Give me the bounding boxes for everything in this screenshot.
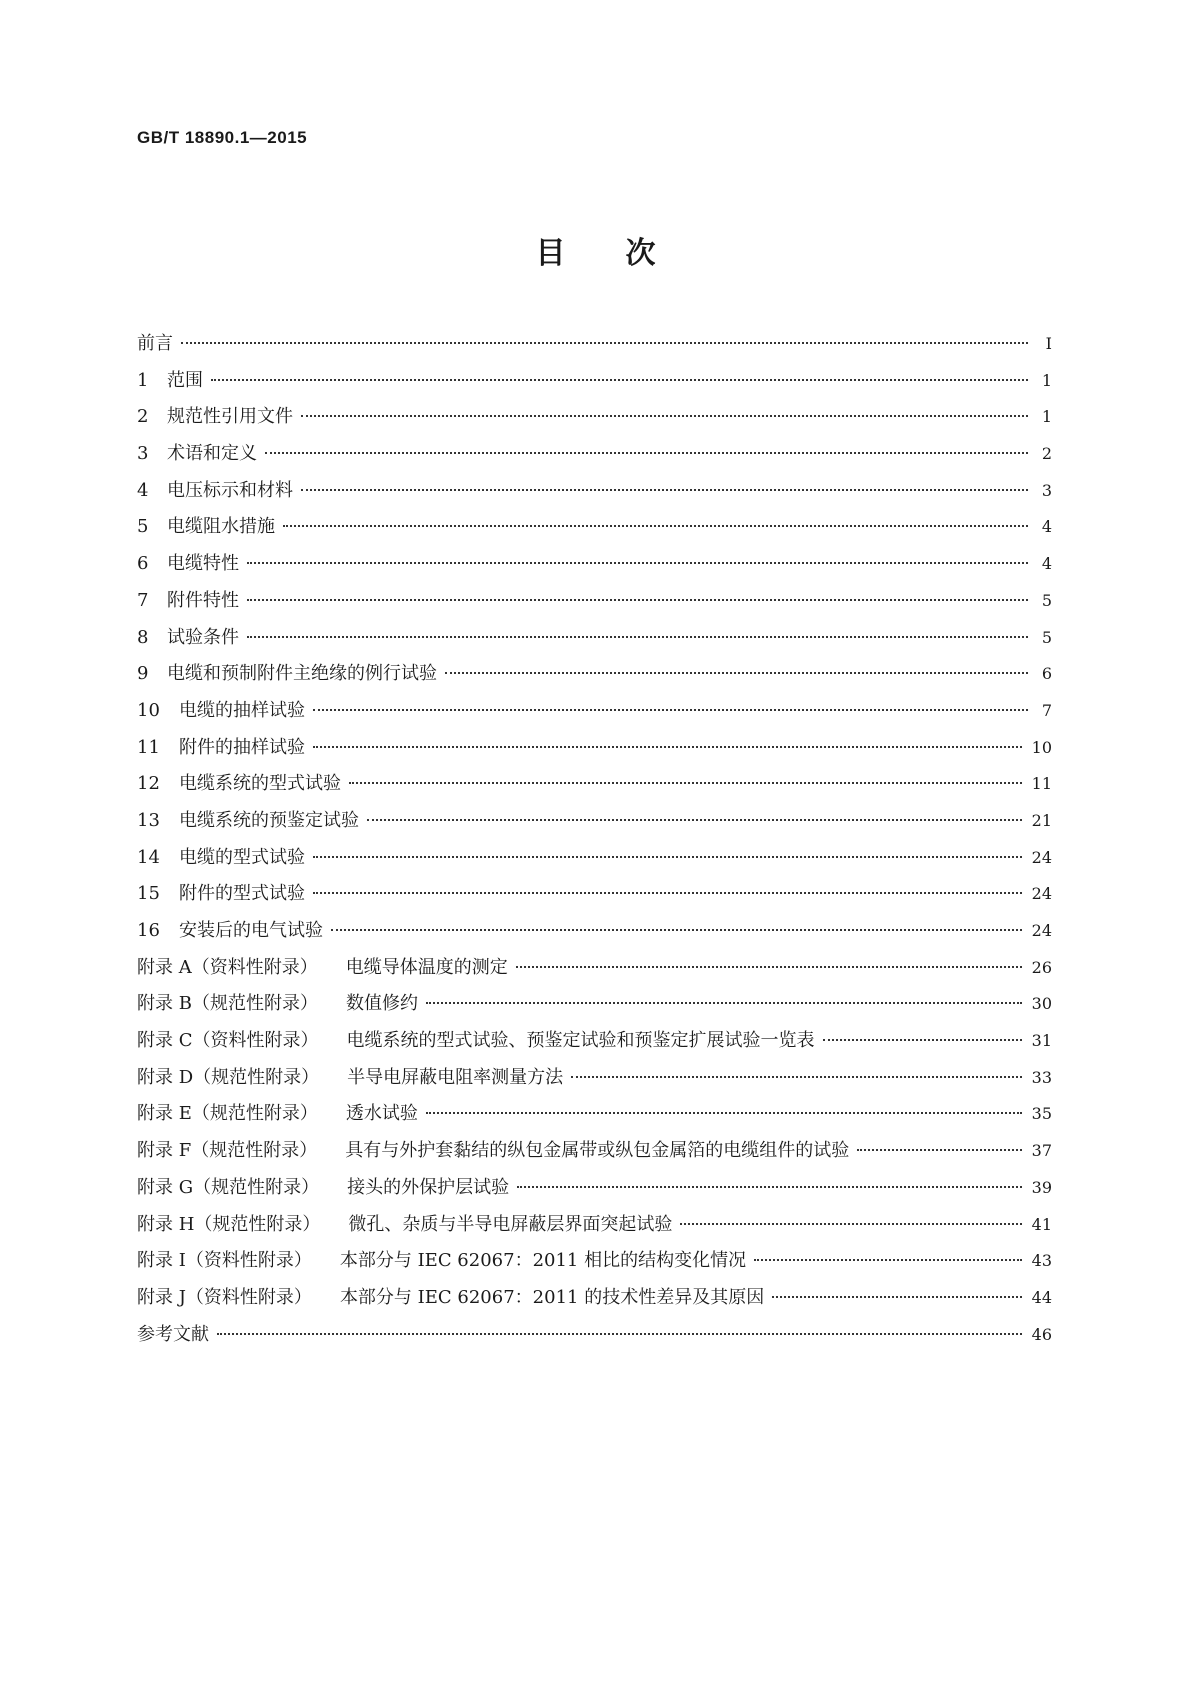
toc-entry-number: 16 <box>137 920 160 941</box>
toc-entry-number: 3 <box>137 443 149 465</box>
toc-entry[interactable] <box>137 693 1052 730</box>
toc-entry-page: 46 <box>1031 1324 1052 1344</box>
toc-entry[interactable] <box>137 1280 1052 1317</box>
toc-entry[interactable] <box>137 730 1052 767</box>
toc-entry-page: 1 <box>1041 370 1052 390</box>
toc-entry[interactable] <box>137 583 1052 620</box>
toc-leader-dots <box>426 1002 1022 1004</box>
toc-leader-dots <box>181 342 1028 344</box>
toc-entry-title: 接头的外保护层试验 <box>347 1176 510 1198</box>
toc-entry-title: 电缆特性 <box>167 553 239 575</box>
toc-entry[interactable] <box>137 399 1052 436</box>
toc-leader-dots <box>367 819 1022 821</box>
toc-entry-page: 7 <box>1041 700 1052 720</box>
toc-entry-appendix-label: 附录 J（资料性附录） <box>137 1286 312 1308</box>
toc-leader-dots <box>331 929 1022 931</box>
toc-entry-title: 微孔、杂质与半导电屏蔽层界面突起试验 <box>348 1213 673 1235</box>
toc-entry-number: 14 <box>137 846 160 868</box>
toc-entry-title: 附件的型式试验 <box>179 883 305 905</box>
toc-entry[interactable] <box>137 1170 1052 1207</box>
toc-entry-appendix-label: 附录 C（资料性附录） <box>137 1030 319 1052</box>
toc-leader-dots <box>313 746 1022 748</box>
page-title: 目次 <box>535 236 716 271</box>
toc-entry-number: 4 <box>137 479 149 501</box>
toc-entry-number: 7 <box>137 589 149 611</box>
toc-entry-title: 电缆和预制附件主绝缘的例行试验 <box>167 663 437 685</box>
toc-entry-title: 规范性引用文件 <box>167 406 293 428</box>
toc-entry[interactable] <box>137 620 1052 657</box>
toc-entry-title: 电缆的抽样试验 <box>179 699 305 721</box>
toc-entry-appendix-label: 附录 E（规范性附录） <box>137 1103 318 1125</box>
toc-entry-number: 8 <box>137 626 149 648</box>
toc-entry-title: 术语和定义 <box>167 443 257 465</box>
toc-entry[interactable] <box>137 656 1052 693</box>
toc-leader-dots <box>265 452 1028 454</box>
toc-entry-title: 前言 <box>137 333 173 354</box>
toc-leader-dots <box>313 709 1028 711</box>
toc-entry[interactable] <box>137 1317 1052 1354</box>
standard-code: GB/T 18890.1—2015 <box>137 128 308 147</box>
toc-entry-title: 参考文献 <box>137 1323 209 1345</box>
toc-entry[interactable] <box>137 1096 1052 1133</box>
toc-entry[interactable] <box>137 803 1052 840</box>
toc-leader-dots <box>517 1186 1022 1188</box>
toc-entry-number: 15 <box>137 883 160 905</box>
toc-leader-dots <box>680 1223 1021 1225</box>
toc-entry-appendix-label: 附录 A（资料性附录） <box>137 956 318 978</box>
toc-leader-dots <box>301 489 1028 491</box>
toc-entry-page: 24 <box>1031 884 1052 904</box>
toc-leader-dots <box>571 1076 1021 1078</box>
toc-entry-page: 37 <box>1031 1141 1052 1161</box>
toc-entry-appendix-label: 附录 F（规范性附录） <box>137 1140 318 1162</box>
toc-leader-dots <box>426 1112 1022 1114</box>
toc-entry-page: 31 <box>1031 1031 1052 1051</box>
toc-entry-appendix-label: 附录 B（规范性附录） <box>137 993 318 1015</box>
toc-entry-appendix-label: 附录 D（规范性附录） <box>137 1066 320 1088</box>
toc-entry[interactable] <box>137 840 1052 877</box>
toc-entry-title: 范围 <box>167 369 203 391</box>
toc-entry-title: 数值修约 <box>345 993 418 1015</box>
toc-entry-number: 11 <box>137 736 160 758</box>
toc-entry-number: 2 <box>137 406 149 428</box>
table-of-contents <box>137 326 1052 1353</box>
toc-entry-title: 本部分与 IEC 62067：2011 相比的结构变化情况 <box>339 1250 747 1272</box>
toc-entry-title: 电缆系统的型式试验、预鉴定试验和预鉴定扩展试验一览表 <box>346 1030 815 1052</box>
toc-entry[interactable] <box>137 326 1052 363</box>
toc-entry-number: 10 <box>137 699 160 721</box>
toc-entry-page: 10 <box>1031 737 1052 757</box>
toc-entry-title: 电缆系统的型式试验 <box>179 773 341 795</box>
toc-entry-title: 电缆阻水措施 <box>167 516 275 538</box>
toc-leader-dots <box>217 1333 1022 1335</box>
toc-entry-number: 9 <box>137 663 149 685</box>
toc-entry-title: 安装后的电气试验 <box>179 920 323 941</box>
toc-entry[interactable] <box>137 363 1052 400</box>
toc-entry-page: 2 <box>1041 444 1052 464</box>
toc-entry[interactable] <box>137 766 1052 803</box>
toc-entry-number: 6 <box>137 553 149 575</box>
toc-entry-page: 5 <box>1041 590 1052 610</box>
toc-entry[interactable] <box>137 1060 1052 1097</box>
toc-entry[interactable] <box>137 876 1052 913</box>
toc-leader-dots <box>301 415 1028 417</box>
toc-entry-appendix-label: 附录 G（规范性附录） <box>137 1176 320 1198</box>
toc-entry[interactable] <box>137 1207 1052 1244</box>
toc-entry-page: 1 <box>1041 407 1052 427</box>
toc-leader-dots <box>283 525 1028 527</box>
toc-entry-page: 6 <box>1041 664 1052 684</box>
toc-entry-page: Ⅰ <box>1045 334 1052 353</box>
toc-entry-number: 5 <box>137 516 149 538</box>
toc-leader-dots <box>349 782 1022 784</box>
toc-leader-dots <box>754 1259 1022 1261</box>
toc-entry-page: 30 <box>1031 994 1052 1014</box>
toc-entry-title: 电压标示和材料 <box>167 479 293 501</box>
toc-entry-title: 电缆系统的预鉴定试验 <box>179 809 359 831</box>
toc-entry[interactable] <box>137 436 1052 473</box>
toc-leader-dots <box>516 966 1022 968</box>
toc-entry-page: 41 <box>1031 1214 1052 1234</box>
toc-entry[interactable] <box>137 1243 1052 1280</box>
toc-entry[interactable] <box>137 913 1052 950</box>
toc-entry-page: 11 <box>1031 774 1052 794</box>
toc-entry-page: 4 <box>1041 554 1052 574</box>
toc-entry[interactable] <box>137 473 1052 510</box>
toc-entry-page: 44 <box>1031 1287 1052 1307</box>
toc-leader-dots <box>247 599 1028 601</box>
toc-entry-title: 试验条件 <box>167 626 239 648</box>
toc-entry[interactable] <box>137 1133 1052 1170</box>
toc-entry-title: 电缆导体温度的测定 <box>345 956 508 978</box>
toc-entry-page: 26 <box>1031 957 1052 977</box>
toc-entry-page: 24 <box>1031 847 1052 867</box>
toc-entry-page: 39 <box>1031 1177 1052 1197</box>
toc-entry-title: 半导电屏蔽电阻率测量方法 <box>347 1066 564 1088</box>
toc-entry-title: 附件的抽样试验 <box>179 736 305 758</box>
toc-entry[interactable] <box>137 1023 1052 1060</box>
toc-leader-dots <box>247 636 1028 638</box>
toc-entry-page: 4 <box>1041 517 1052 537</box>
toc-entry-page: 3 <box>1041 480 1052 500</box>
toc-entry-number: 13 <box>137 809 160 831</box>
toc-entry-title: 本部分与 IEC 62067：2011 的技术性差异及其原因 <box>339 1286 765 1308</box>
toc-entry-appendix-label: 附录 H（规范性附录） <box>137 1213 321 1235</box>
toc-entry[interactable] <box>137 950 1052 987</box>
toc-entry-page: 43 <box>1031 1251 1052 1271</box>
toc-entry-title: 具有与外护套黏结的纵包金属带或纵包金属箔的电缆组件的试验 <box>345 1140 850 1162</box>
toc-entry-appendix-label: 附录 I（资料性附录） <box>137 1250 312 1272</box>
toc-entry-page: 24 <box>1031 921 1052 940</box>
toc-leader-dots <box>772 1296 1021 1298</box>
toc-entry-number: 12 <box>137 773 160 795</box>
toc-entry-page: 33 <box>1031 1067 1052 1087</box>
toc-entry-page: 21 <box>1031 810 1052 830</box>
toc-entry-title: 电缆的型式试验 <box>179 846 305 868</box>
toc-entry-title: 附件特性 <box>167 589 239 611</box>
toc-leader-dots <box>313 856 1022 858</box>
toc-entry-title: 透水试验 <box>345 1103 418 1125</box>
toc-entry[interactable] <box>137 986 1052 1023</box>
toc-leader-dots <box>445 672 1028 674</box>
toc-entry-page: 5 <box>1041 627 1052 647</box>
toc-leader-dots <box>313 892 1022 894</box>
toc-entry-number: 1 <box>137 369 149 391</box>
toc-leader-dots <box>857 1149 1021 1151</box>
toc-leader-dots <box>823 1039 1022 1041</box>
toc-entry[interactable] <box>137 509 1052 546</box>
toc-entry-page: 35 <box>1031 1104 1052 1124</box>
toc-leader-dots <box>211 379 1028 381</box>
toc-leader-dots <box>247 562 1028 564</box>
toc-entry[interactable] <box>137 546 1052 583</box>
